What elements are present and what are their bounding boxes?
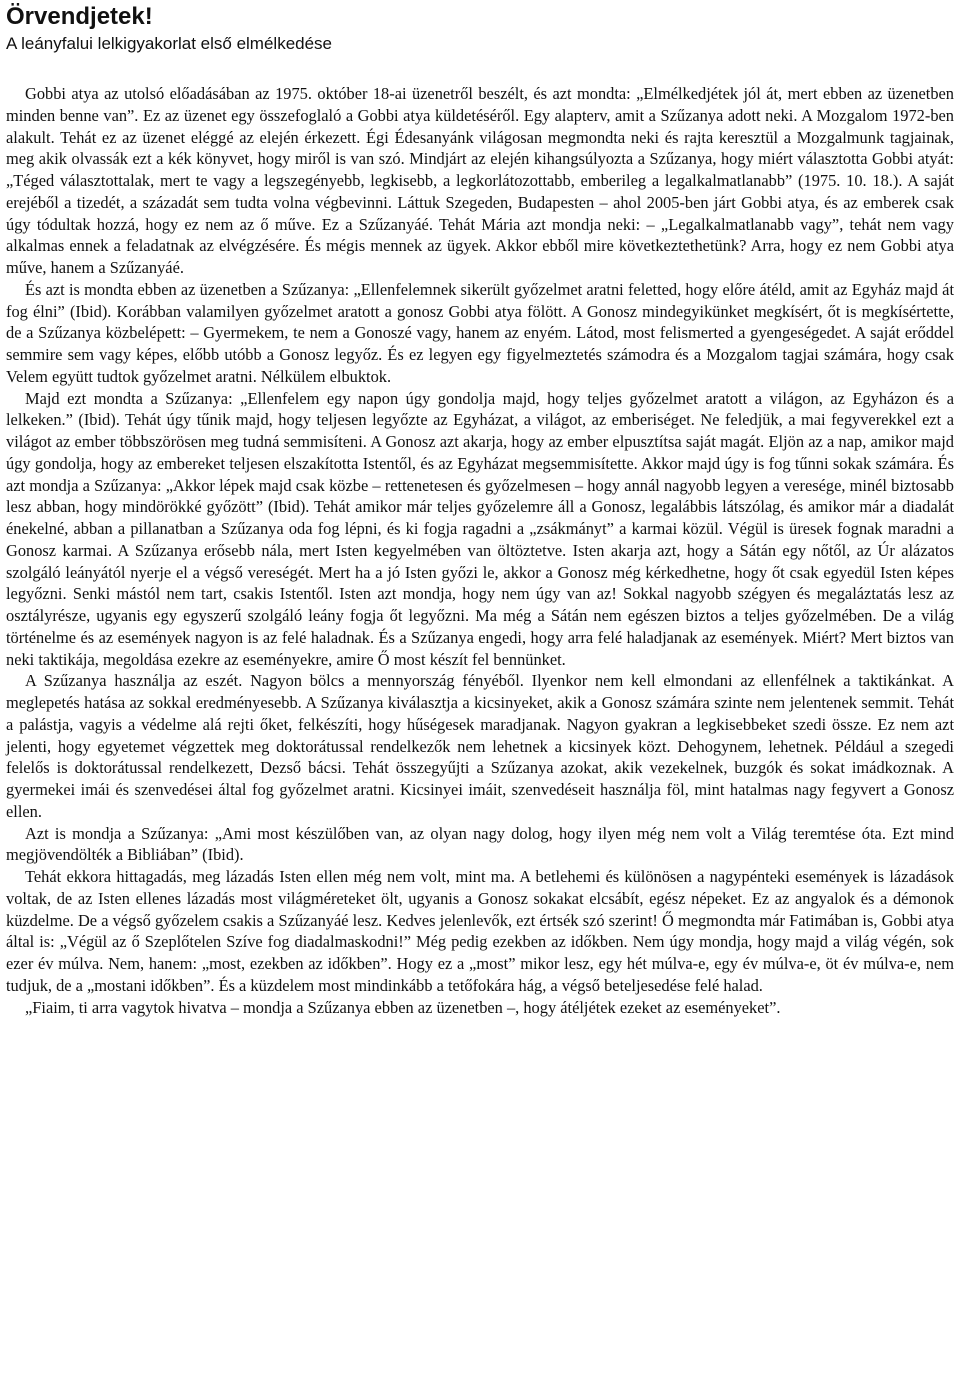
- paragraph: Azt is mondja a Szűzanya: „Ami most készülőben van, az olyan nagy dolog, hogy ilyen még nem volt a Világ teremtése óta. Ezt mind megjövendölték a Bibliában” (Ibid).: [6, 823, 954, 865]
- paragraph: És azt is mondta ebben az üzenetben a Szűzanya: „Ellenfelemnek sikerült győzelmet aratni feletted, hogy előre átéld, amit az Egyház majd át fog élni” (Ibid). Korábban valamilyen győzelmet aratott a gonosz Gobbi atya fölött. A Gonosz mindegyikünket megkísért, őt is megkísértette, de a Szűzanya közbelépett: – Gyermekem, te nem a Gonoszé vagy, hanem az enyém. Látod, most felismerted a gyengeségedet. A saját erőddel semmire sem vagy képes, előbb utóbb a Gonosz legyőz. És ez legyen egy figyelmeztetés számodra és a Mozgalom tagjai számára, hogy csak Velem együtt tudtok győzelmet aratni. Nélkülem elbuktok.: [6, 279, 954, 386]
- paragraph: Majd ezt mondta a Szűzanya: „Ellenfelem egy napon úgy gondolja majd, hogy teljes győzelmet aratott a világon, az Egyházon és a lelkeken.” (Ibid). Tehát úgy tűnik majd, hogy teljesen legyőzte az Egyházat, a világot, az emberiséget. Ne feledjük, a mai fegyverekkel ezt a világot az ember többszörösen meg tudná semmisíteni. A Gonosz azt akarja, hogy az ember elpusztítsa saját magát. Eljön az a nap, amikor majd úgy gondolja, hogy az embereket teljesen elszakította Istentől, és az Egyházat megsemmisítette. Akkor majd úgy is fog tűnni sokak számára. És azt mondja a Szűzanya: „Akkor lépek majd csak közbe – rettenetesen és győzelmesen – hogy annál nagyobb legyen a veresége, minél biztosabb lesz abban, hogy mindörökké győzött” (Ibid). Tehát amikor már teljes győzelemre áll a Gonosz, legalábbis látszólag, és amikor már a diadalát énekelné, abban a pillanatban a Szűzanya oda fog lépni, és ki fogja ragadni a „zsákmányt” a karmai közül. Végül is üresek fognak maradni a Gonosz karmai. A Szűzanya erősebb nála, mert Isten kegyelmében van öltöztetve. Isten akarja azt, hogy a Sátán egy nőtől, az Úr alázatos szolgáló leányától nyerje el a végső vereségét. Mert ha a jó Isten győzi le, akkor a Gonosz még kérkedhetne, hogy őt csak egyedül Isten képes legyőzni. Senki mástól nem tart, csakis Istentől. Isten azt mondja, hogy nem úgy van az! Sokkal nagyobb szégyen és megaláztatás lesz az osztályrésze, ugyanis egy egyszerű szolgáló leány fogja őt legyőzni. Ma még a Sátán nem egészen biztos a teljes győzelmében. De a világ történelme és az események nagyon is az felé haladnak. És a Szűzanya engedi, hogy arra felé haladjanak az események. Miért? Mert biztos van neki taktikája, megoldása ezekre az eseményekre, amire Ő most készít fel bennünket.: [6, 388, 954, 669]
- paragraph: „Fiaim, ti arra vagytok hivatva – mondja a Szűzanya ebben az üzenetben –, hogy átéljétek ezeket az eseményeket”.: [25, 997, 781, 1017]
- document-page: [6, 0, 954, 1018]
- paragraph: Tehát ekkora hittagadás, meg lázadás Isten ellen még nem volt, mint ma. A betlehemi és különösen a nagypénteki események is lázadások voltak, de az Isten ellenes lázadás most világméreteket ölt, ugyanis a Gonosz sokakat elcsábít, egész népeket. Ez az angyalok és a démonok küzdelme. De a végső győzelem csakis a Szűzanyáé lesz. Kedves jelenlevők, ezt értsék szó szerint! Ő megmondta már Fatimában is, Gobbi atya által is: „Végül az ő Szeplőtelen Szíve fog diadalmaskodni!” Még pedig ezekben az időkben. Nem úgy mondja, hogy majd a világ végén, sok ezer év múlva. Nem, hanem: „most, ezekben az időkben”. Hogy ez a „most” mikor lesz, egy hét múlva-e, egy év múlva-e, öt év múlva-e, nem tudjuk, de a „mostani időkben”. És a küzdelem most mindinkább a tetőfokára hág, a végső beteljesedése felé halad.: [6, 867, 954, 995]
- paragraph: Gobbi atya az utolsó előadásában az 1975. október 18-ai üzenetről beszélt, és azt mondta: „Elmélkedjétek jól át, mert ebben az üzenetben minden benne van”. Ez az üzenet egy összefoglaló a Gobbi atya küldetéséről. Egy alapterv, amit a Szűzanya adott neki. A Mozgalom 1972-ben alakult. Tehát ez az üzenet eléggé az elején érkezett. Égi Édesanyánk világosan megmondta neki és rajta keresztül a Mozgalmunk tagjainak, meg akik olvassák ezt a kék könyvet, hogy miről is van szó. Mindjárt az elején kihangsúlyozta a Szűzanya, hogy miért választotta Gobbi atyát: „Téged választottalak, mert te vagy a legszegényebb, legkisebb, a legkorlátozottabb, emberileg a legalkalmatlanabb” (1975. 10. 18.). A saját erejéből a tizedét, a századát sem tudta volna végbevinni. Láttuk Szegeden, Budapesten – ahol 2005-ben járt Gobbi atya, és az emberek csak úgy tódultak hozzá, hogy ez nem az ő műve. Ez a Szűzanyáé. Tehát Mária azt mondja neki: – „Legalkalmatlanabb vagy”, tehát nem vagy alkalmas ennek a feladatnak az elvégzésére. És mégis mennek az ügyek. Akkor ebből mire következtethetünk? Arra, hogy ez nem Gobbi atya műve, hanem a Szűzanyáé.: [6, 84, 954, 277]
- paragraph: A Szűzanya használja az eszét. Nagyon bölcs a mennyország fényéből. Ilyenkor nem kell elmondani az ellenfélnek a taktikánkat. A meglepetés hatása az sokkal eredményesebb. A Szűzanya kiválasztja a kicsinyeket, akik a Gonosz számára szinte nem jelentenek semmit. Tehát a palástja, vagyis a védelme alá rejti őket, felkészíti, hogy hűségesek maradjanak. Nagyon gyakran a legkisebbeket szedi össze. Ez nem azt jelenti, hogy egyetemet végzettek meg doktorátussal rendelkezők nem lehetnek a kicsinyek közt. Dehogynem, lehetnek. Például a szegedi felelős is doktorátussal rendelkezett, Dezső bácsi. Tehát összegyűjti a Szűzanya azokat, akik vezekelnek, buzgók és sokat imádkoznak. A gyermekei imái és szenvedései által fog győzelmet aratni. Kicsinyei imáit, szenvedéseit használja föl, mint hatalmas nagy fegyvert a Gonosz ellen.: [6, 671, 954, 821]
- document-body: [6, 83, 954, 1018]
- document-subtitle: A leányfalui lelkigyakorlat első elmélkedése: [6, 34, 333, 53]
- document-title: Örvendjetek!: [6, 3, 153, 30]
